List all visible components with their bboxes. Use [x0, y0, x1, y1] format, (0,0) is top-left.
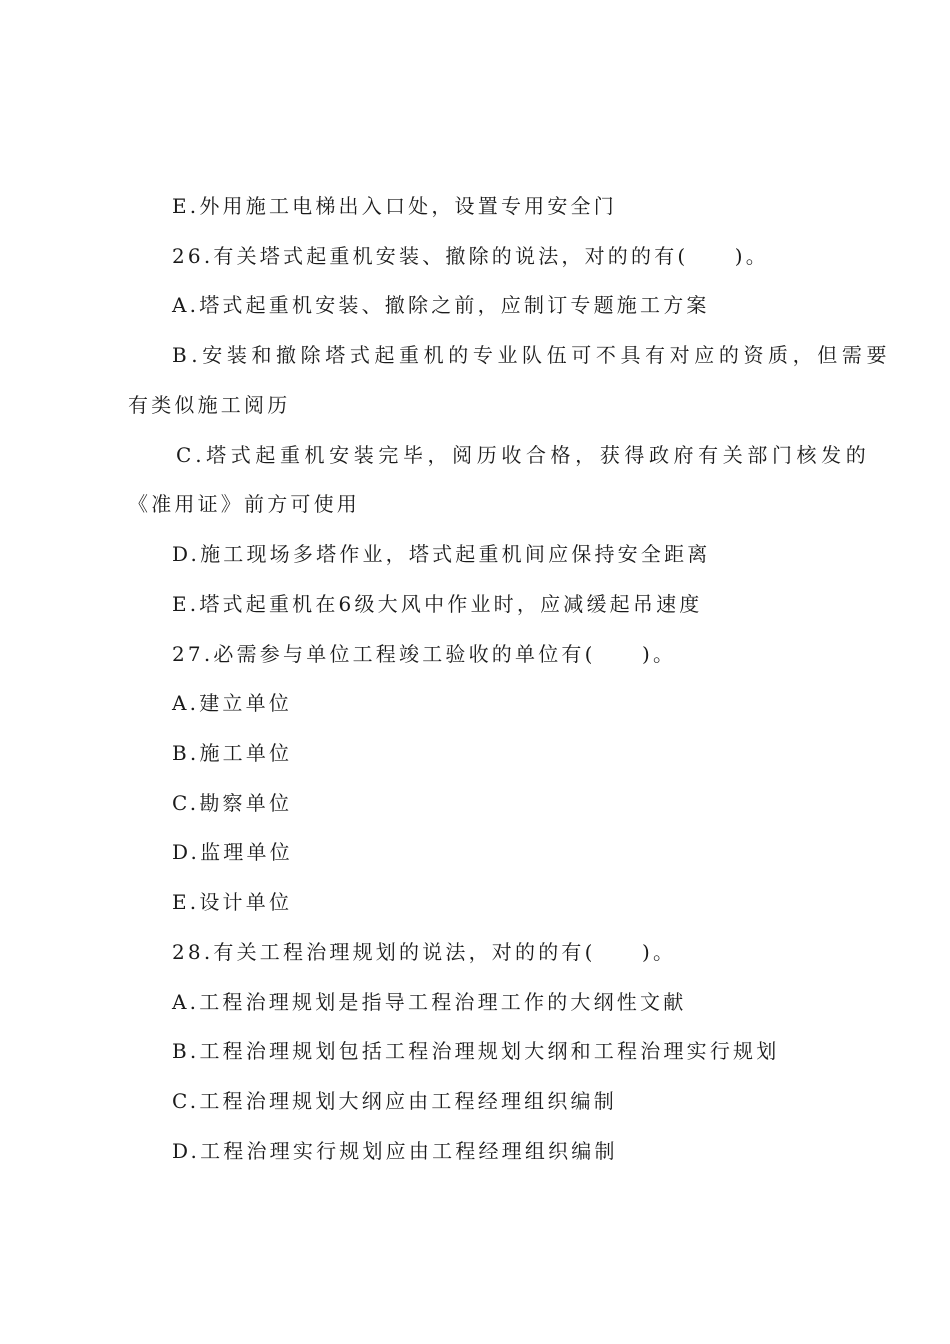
option-c-q26: C.塔式起重机安装完毕，阅历收合格，获得政府有关部门核发的: [176, 443, 871, 467]
option-e-q27: E.设计单位: [172, 890, 293, 914]
option-a-q26: A.塔式起重机安装、撤除之前，应制订专题施工方案: [172, 293, 710, 317]
option-e-q25: E.外用施工电梯出入口处，设置专用安全门: [172, 194, 617, 218]
option-c-q28: C.工程治理规划大纲应由工程经理组织编制: [172, 1089, 617, 1113]
question-27: 27.必需参与单位工程竣工验收的单位有( )。: [172, 642, 677, 666]
question-28: 28.有关工程治理规划的说法，对的的有( )。: [172, 940, 677, 964]
option-a-q27: A.建立单位: [172, 691, 293, 715]
option-b-q27: B.施工单位: [172, 741, 293, 765]
option-e-q26: E.塔式起重机在6级大风中作业时，应减缓起吊速度: [172, 592, 703, 616]
option-c-q27: C.勘察单位: [172, 791, 293, 815]
question-26: 26.有关塔式起重机安装、撤除的说法，对的的有( )。: [172, 244, 770, 268]
option-d-q26: D.施工现场多塔作业，塔式起重机间应保持安全距离: [172, 542, 711, 566]
option-b-q28: B.工程治理规划包括工程治理规划大纲和工程治理实行规划: [172, 1039, 780, 1063]
option-d-q27: D.监理单位: [172, 840, 293, 864]
option-d-q28: D.工程治理实行规划应由工程经理组织编制: [172, 1139, 618, 1163]
option-c-q26-continued: 《准用证》前方可使用: [128, 492, 360, 516]
option-b-q26: B.安装和撤除塔式起重机的专业队伍可不具有对应的资质，但需要: [172, 343, 892, 367]
option-a-q28: A.工程治理规划是指导工程治理工作的大纲性文献: [172, 990, 687, 1014]
option-b-q26-continued: 有类似施工阅历: [128, 393, 291, 417]
